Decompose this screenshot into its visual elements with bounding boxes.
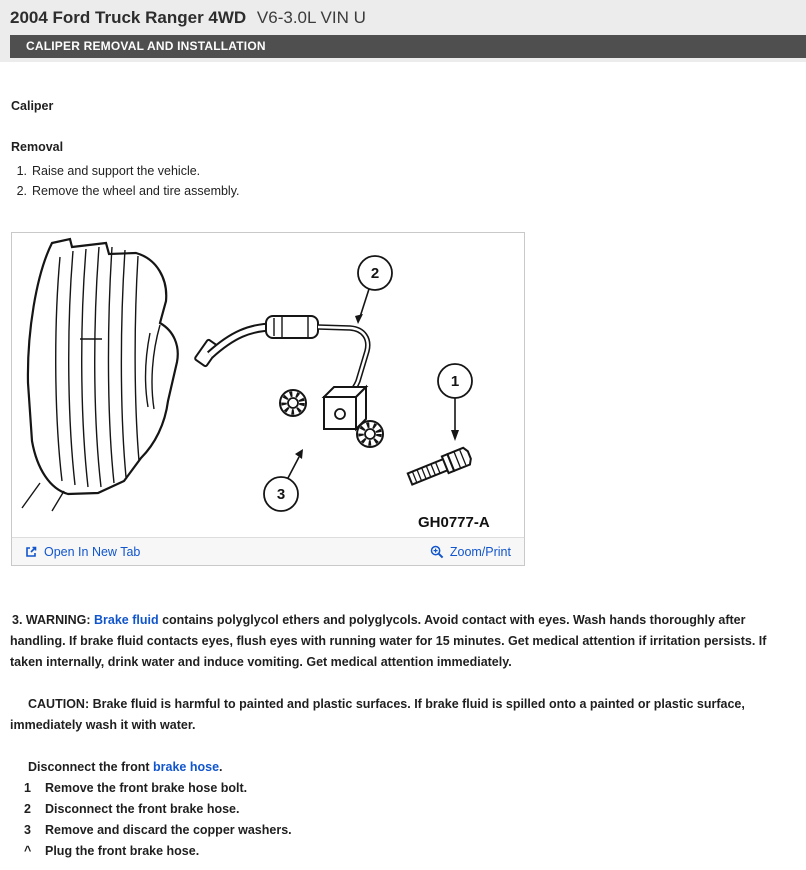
list-item [10, 820, 796, 841]
list-item [10, 181, 796, 201]
disconnect-instruction [10, 757, 796, 778]
heading-caliper: Caliper [11, 99, 54, 113]
vehicle-title: 2004 Ford Truck Ranger 4WD [10, 8, 247, 27]
warning-step-number: 3. [12, 613, 23, 627]
brake-hose-link[interactable]: brake hose [153, 760, 220, 774]
svg-text:3: 3 [276, 486, 286, 503]
figure-toolbar [12, 537, 524, 565]
list-item [10, 841, 796, 862]
banjo-block [324, 387, 366, 429]
figure-part-number: GH0777-A [418, 514, 490, 531]
substep-text: Plug the front brake hose. [45, 844, 200, 858]
section-bar [10, 35, 806, 58]
header [0, 0, 806, 62]
warning-paragraph [10, 610, 796, 673]
substep-number: 1 [24, 781, 31, 795]
list-item [10, 778, 796, 799]
caution-text: Brake fluid is harmful to painted and plastic surfaces. If brake fluid is spilled onto a painted or plastic surface, immediately wash it with water. [10, 697, 745, 732]
open-in-new-tab-link[interactable] [24, 545, 140, 559]
disconnect-period: . [219, 760, 223, 774]
open-in-new-icon [24, 545, 38, 559]
callout-1 [438, 364, 472, 441]
copper-washer-left [280, 390, 306, 416]
copper-washer-right [357, 421, 383, 447]
zoom-print-link[interactable] [430, 545, 511, 559]
warning-label: WARNING: [25, 613, 91, 627]
substep-number: ^ [24, 844, 32, 858]
callout-3 [264, 449, 303, 511]
open-in-new-label: Open In New Tab [44, 544, 141, 559]
caution-label: CAUTION: [28, 697, 90, 711]
caliper-diagram [12, 233, 524, 537]
disconnect-text: Disconnect the front [28, 760, 154, 774]
step-number: 2. [16, 184, 27, 198]
zoom-print-label: Zoom/Print [449, 544, 511, 559]
content-area [0, 99, 806, 862]
disconnect-substeps [10, 778, 796, 862]
removal-steps [10, 161, 796, 201]
brake-hose-bolt [407, 447, 473, 488]
list-item [10, 161, 796, 181]
substep-text: Remove and discard the copper washers. [45, 823, 292, 837]
step-text: Remove the wheel and tire assembly. [32, 184, 240, 198]
callout-2 [355, 256, 392, 324]
heading-removal: Removal [11, 140, 64, 154]
caution-paragraph [10, 694, 796, 736]
substep-text: Remove the front brake hose bolt. [45, 781, 248, 795]
step-number: 1. [16, 164, 27, 178]
brake-fluid-link[interactable]: Brake fluid [93, 613, 159, 627]
warning-text: contains polyglycol ethers and polyglycols. Avoid contact with eyes. Wash hands thoroughly after handling. If brake fluid contacts eyes, flush eyes with running water for 15 minutes. Get medical attention if irritation persists. If taken internally, drink water and induce vomiting. Get medical attention immediately. [10, 613, 767, 669]
step-text: Raise and support the vehicle. [32, 164, 201, 178]
substep-text: Disconnect the front brake hose. [45, 802, 240, 816]
zoom-icon [430, 545, 444, 559]
svg-text:2: 2 [370, 265, 380, 282]
list-item [10, 799, 796, 820]
page-title [0, 5, 806, 35]
vehicle-subtitle: V6-3.0L VIN U [256, 8, 366, 27]
caliper-diagram-figure [11, 232, 525, 566]
section-bar-label: CALIPER REMOVAL AND INSTALLATION [26, 39, 266, 53]
caliper-outline [28, 239, 178, 494]
substep-number: 2 [24, 802, 31, 816]
substep-number: 3 [24, 823, 31, 837]
svg-text:1: 1 [450, 373, 460, 390]
